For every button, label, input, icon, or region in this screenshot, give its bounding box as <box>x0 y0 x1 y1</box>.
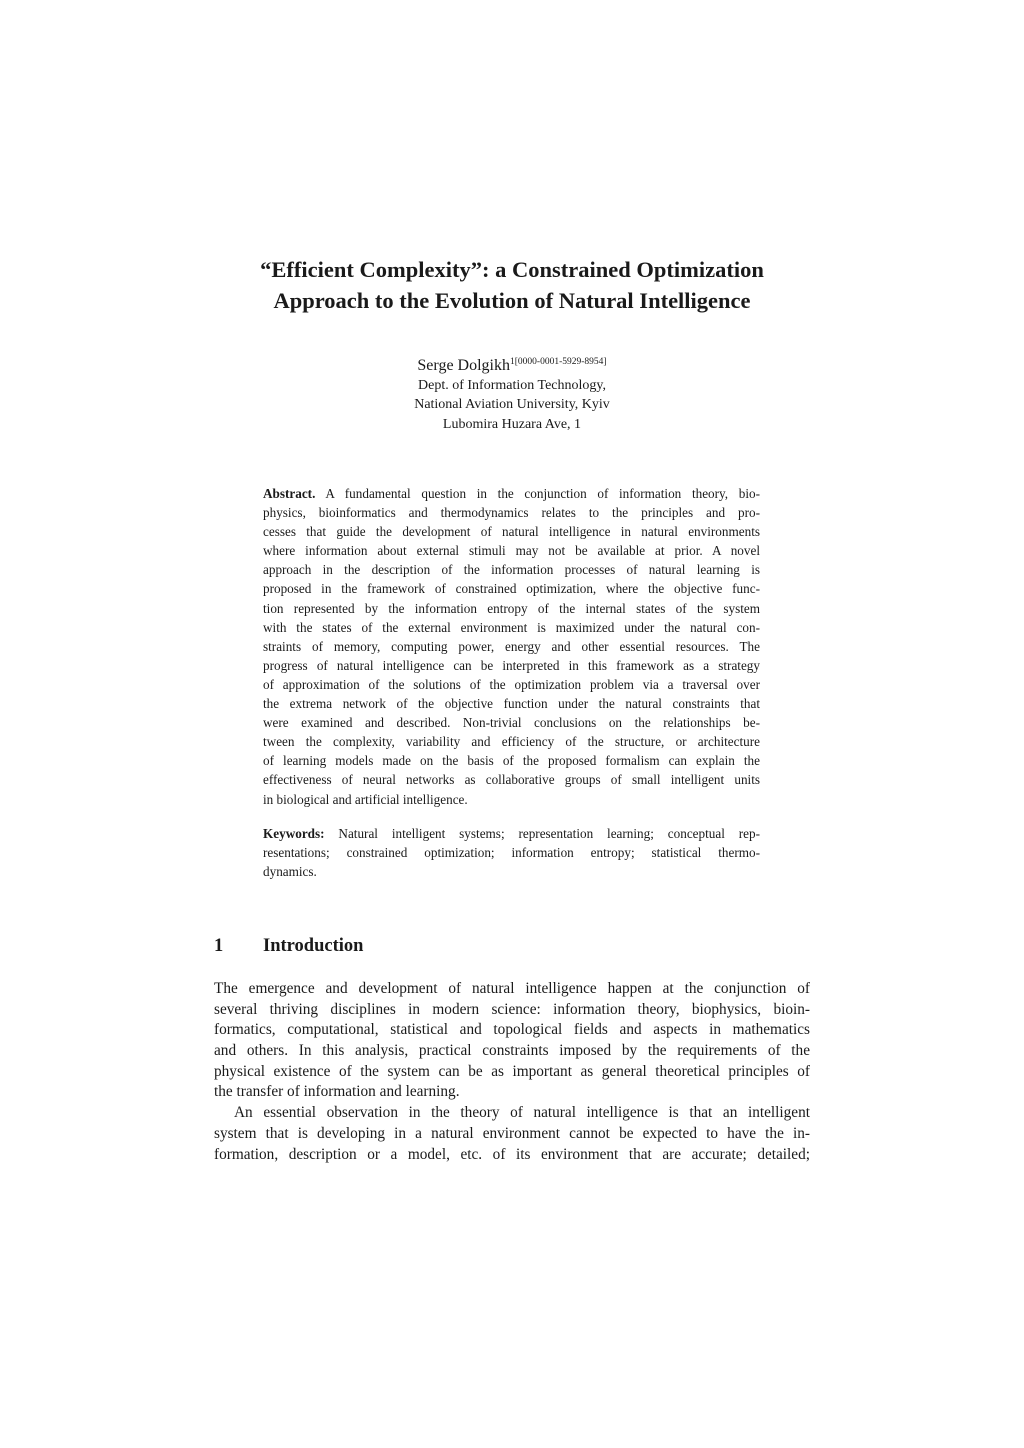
body-line: formation, description or a model, etc. of its environment that are accurate; detailed; <box>214 1145 810 1163</box>
author-block <box>262 356 762 434</box>
author-name <box>262 356 762 376</box>
body-line: formatics, computational, statistical and topological fields and aspects in mathematics <box>214 1021 810 1039</box>
keywords-line: resentations; constrained optimization; information entropy; statistical thermo- <box>263 845 760 861</box>
author-name-text: Serge Dolgikh <box>417 357 510 374</box>
abstract-line: tion represented by the information entropy of the internal states of the system <box>263 600 760 616</box>
body-line: several thriving disciplines in modern science: information theory, biophysics, bioin- <box>214 1000 810 1018</box>
section-number: 1 <box>214 936 224 956</box>
title-line: “Efficient Complexity”: a Constrained Optimization <box>260 257 764 282</box>
abstract-line: approach in the description of the information processes of natural learning is <box>263 562 760 578</box>
abstract-line: proposed in the framework of constrained optimization, where the objective func- <box>263 581 760 597</box>
keywords-line <box>263 824 760 843</box>
body-line: the transfer of information and learning. <box>214 1083 460 1101</box>
section-title: Introduction <box>263 936 364 956</box>
title-line: Approach to the Evolution of Natural Intelligence <box>273 288 751 313</box>
abstract-line: of approximation of the solutions of the optimization problem via a traversal over <box>263 676 760 692</box>
body-line: system that is developing in a natural environment cannot be expected to have the in- <box>214 1124 810 1142</box>
body-line: physical existence of the system can be as important as general theoretical principles of <box>214 1062 810 1080</box>
keywords <box>263 824 760 881</box>
abstract-line: effectiveness of neural networks as collaborative groups of small intelligent units <box>263 772 760 788</box>
abstract-line: of learning models made on the basis of the proposed formalism can explain the <box>263 753 760 769</box>
affiliation-line: Lubomira Huzara Ave, 1 <box>442 416 582 432</box>
abstract <box>263 484 760 809</box>
abstract-line <box>263 484 760 503</box>
abstract-line: the extrema network of the objective function under the natural constraints that <box>263 696 760 712</box>
abstract-line: straints of memory, computing power, energy and other essential resources. The <box>263 638 760 654</box>
affiliation-line: National Aviation University, Kyiv <box>414 397 610 412</box>
abstract-line: cesses that guide the development of natural intelligence in natural environments <box>263 524 760 540</box>
section-heading <box>214 933 363 959</box>
abstract-line: where information about external stimuli may not be available at prior. A novel <box>263 543 760 559</box>
keywords-label: Keywords: <box>263 826 325 841</box>
abstract-text: A fundamental question in the conjunction of information theory, bio- <box>315 486 760 501</box>
abstract-line: progress of natural intelligence can be interpreted in this framework as a strategy <box>263 657 760 673</box>
keywords-text: Natural intelligent systems; representation learning; conceptual rep- <box>324 826 760 841</box>
abstract-line: tween the complexity, variability and efficiency of the structure, or architecture <box>263 734 760 750</box>
abstract-line: physics, bioinformatics and thermodynamics relates to the principles and pro- <box>263 505 760 521</box>
abstract-line: were examined and described. Non-trivial conclusions on the relationships be- <box>263 715 760 731</box>
body-line: The emergence and development of natural intelligence happen at the conjunction of <box>214 980 810 997</box>
abstract-line: with the states of the external environment is maximized under the natural con- <box>263 619 760 635</box>
keywords-line: dynamics. <box>263 864 317 880</box>
body-line: An essential observation in the theory of natural intelligence is that an intelligent <box>234 1104 810 1122</box>
affiliation-line: Dept. of Information Technology, <box>418 377 606 393</box>
body-line: and others. In this analysis, practical constraints imposed by the requirements of the <box>214 1042 810 1060</box>
abstract-line: in biological and artificial intelligence. <box>263 791 468 807</box>
abstract-label: Abstract. <box>263 486 316 501</box>
introduction-body <box>214 979 810 1165</box>
orcid-superscript: 1[0000-0001-5929-8954] <box>510 357 607 367</box>
paper-title <box>150 254 874 316</box>
